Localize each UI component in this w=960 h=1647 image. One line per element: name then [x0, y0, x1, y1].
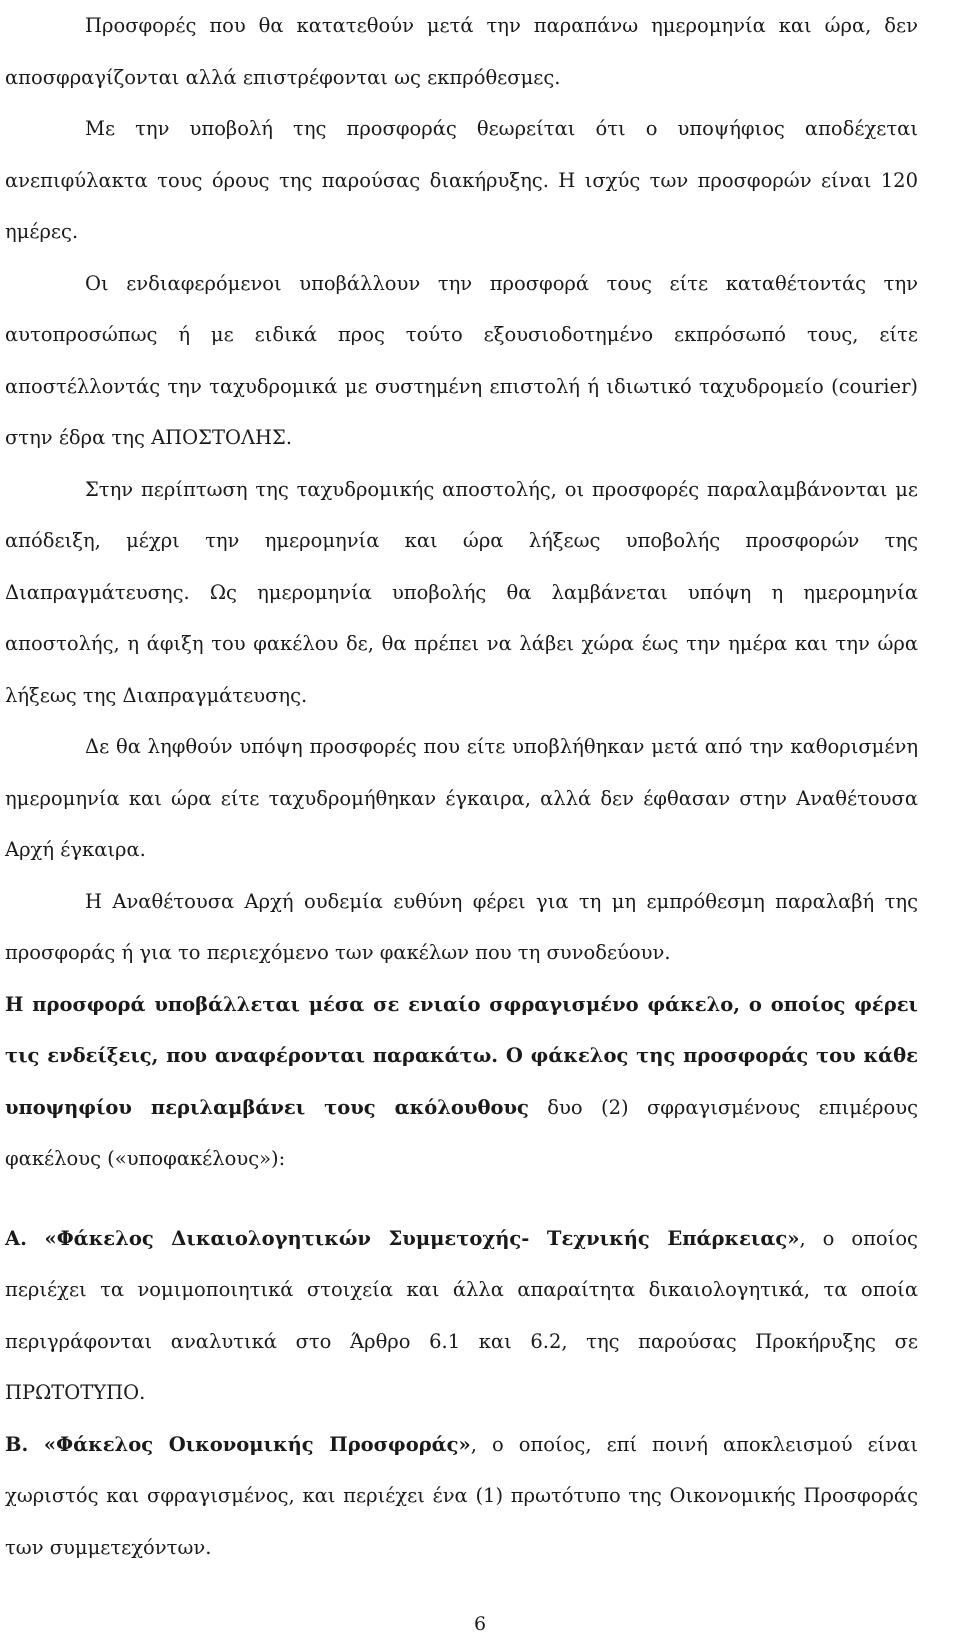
item-b-title: Β. «Φάκελος Οικονομικής Προσφοράς» — [5, 1432, 471, 1456]
item-b-description: , ο οποίος, επί ποινή αποκλεισμού είναι χωριστός και σφραγισμένος, και περιέχει ένα (1) πρωτότυπο της Οικονομικής Προσφοράς των συμμετεχόντων. — [5, 1432, 918, 1559]
paragraph-acceptance-terms: Με την υποβολή της προσφοράς θεωρείται ότι ο υποψήφιος αποδέχεται ανεπιφύλακτα τους όρους της παρούσας διακήρυξης. Η ισχύς των προσφορών είναι 120 ημέρες. — [5, 117, 918, 243]
item-a-title: Α. «Φάκελος Δικαιολογητικών Συμμετοχής- Τεχνικής Επάρκειας» — [5, 1226, 800, 1250]
item-b-financial-envelope — [5, 1419, 918, 1574]
document-body — [5, 0, 918, 1573]
paragraph-submission-methods: Οι ενδιαφερόμενοι υποβάλλουν την προσφορά τους είτε καταθέτοντάς την αυτοπροσώπως ή με ειδικά προς τούτο εξουσιοδοτημένο εκπρόσωπό τους, είτε αποστέλλοντάς την ταχυδρομικά με συστημένη επιστολή ή ιδιωτικό ταχυδρομείο (courier) στην έδρα της ΑΠΟΣΤΟΛΗΣ. — [5, 271, 918, 449]
paragraph-sealed-envelope — [5, 979, 918, 1185]
item-a-description: , ο οποίος περιέχει τα νομιμοποιητικά στοιχεία και άλλα απαραίτητα δικαιολογητικά, τα οποία περιγράφονται αναλυτικά στο Άρθρο 6.1 και 6.2, της παρούσας Προκήρυξης σε ΠΡΩΤΟΤΥΠΟ. — [5, 1226, 918, 1404]
paragraph-late-offers: Προσφορές που θα κατατεθούν μετά την παραπάνω ημερομηνία και ώρα, δεν αποσφραγίζονται αλλά επιστρέφονται ως εκπρόθεσμες. — [5, 14, 918, 89]
paragraph-late-arrivals: Δε θα ληφθούν υπόψη προσφορές που είτε υποβλήθηκαν μετά από την καθορισμένη ημερομηνία και ώρα είτε ταχυδρομήθηκαν έγκαιρα, αλλά δεν έφθασαν στην Αναθέτουσα Αρχή έγκαιρα. — [5, 735, 918, 861]
page-number: 6 — [473, 1613, 487, 1635]
sealed-envelope-bold-text: Η προσφορά υποβάλλεται μέσα σε ενιαίο σφραγισμένο φάκελο, ο οποίος φέρει τις ενδείξεις, που αναφέρονται παρακάτω. Ο φάκελος της προσφοράς του κάθε υποψηφίου περιλαμβάνει τους ακόλουθους — [5, 992, 918, 1119]
paragraph-liability: Η Αναθέτουσα Αρχή ουδεμία ευθύνη φέρει για τη μη εμπρόθεσμη παραλαβή της προσφοράς ή για το περιεχόμενο των φακέλων που τη συνοδεύουν. — [5, 889, 918, 964]
paragraph-postal-submission: Στην περίπτωση της ταχυδρομικής αποστολής, οι προσφορές παραλαμβάνονται με απόδειξη, μέχρι την ημερομηνία και ώρα λήξεως υποβολής προσφορών της Διαπραγμάτευσης. Ως ημερομηνία υποβολής θα λαμβάνεται υπόψη η ημερομηνία αποστολής, η άφιξη του φακέλου δε, θα πρέπει να λάβει χώρα έως την ημέρα και την ώρα λήξεως της Διαπραγμάτευσης. — [5, 477, 918, 707]
sealed-envelope-rest-text: δυο (2) σφραγισμένους επιμέρους φακέλους («υποφακέλους»): — [5, 1095, 918, 1170]
item-a-qualification-envelope — [5, 1213, 918, 1419]
